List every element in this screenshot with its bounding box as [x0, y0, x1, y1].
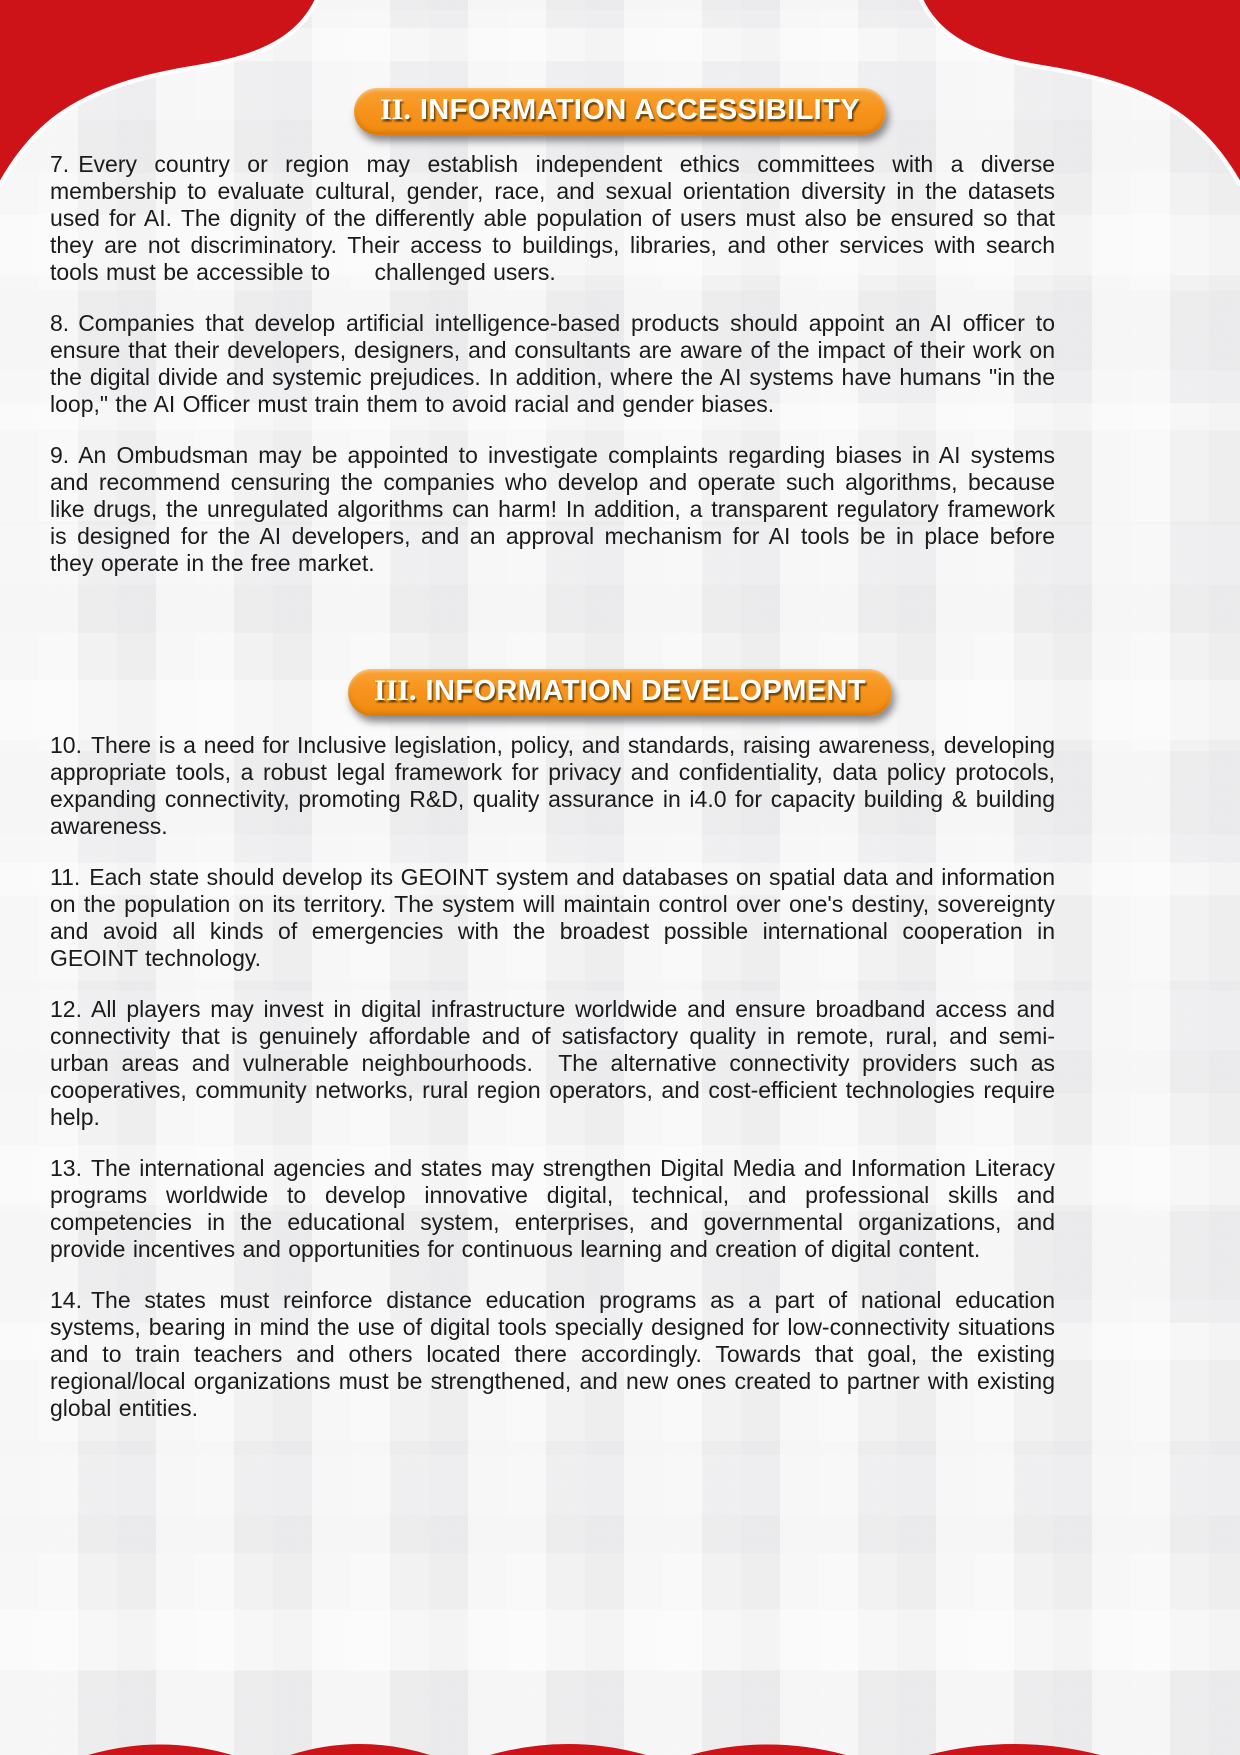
red-bottom-scallop-decoration: [0, 1741, 1240, 1755]
paragraph-number: 13.: [50, 1155, 82, 1181]
paragraph-number: 12.: [50, 996, 82, 1022]
section-heading-numeral: III.: [374, 674, 417, 707]
paragraph-text: An Ombudsman may be appointed to investigate complaints regarding biases in AI systems and recommend censuring the companies who develop and operate such algorithms, because like drugs, the unregulated algorithms can harm! In addition, a transparent regulatory framework is designed for the AI developers, and an approval mechanism for AI tools be in place before they operate in the free market.: [50, 442, 1055, 576]
paragraph-text: Each state should develop its GEOINT system and databases on spatial data and information on the population on its territory. The system will maintain control over one's destiny, sovereignty and avoid all kinds of emergencies with the broadest possible international cooperation in GEOINT technology.: [50, 864, 1055, 971]
paragraph-12: [50, 996, 1055, 1131]
paragraph-10: [50, 732, 1055, 840]
paragraph-9: [50, 442, 1055, 577]
section-heading-title: INFORMATION DEVELOPMENT: [425, 675, 866, 707]
red-corner-wave-left-decoration: [0, 0, 332, 186]
paragraph-text: There is a need for Inclusive legislation, policy, and standards, raising awareness, developing appropriate tools, a robust legal framework for privacy and confidentiality, data policy protocols, expanding connectivity, promoting R&D, quality assurance in i4.0 for capacity building & building awareness.: [50, 732, 1055, 839]
paragraph-number: 9.: [50, 442, 70, 468]
paragraph-text: Companies that develop artificial intelligence-based products should appoint an AI officer to ensure that their developers, designers, and consultants are aware of the impact of their work on the digital divide and systemic prejudices. In addition, where the AI systems have humans "in the loop," the AI Officer must train them to avoid racial and gender biases.: [50, 310, 1055, 417]
paragraph-number: 11.: [50, 864, 81, 890]
paragraph-11: [50, 864, 1055, 972]
section-heading-row-development: [0, 669, 1240, 716]
paragraph-8: [50, 310, 1055, 418]
paragraph-text: All players may invest in digital infrastructure worldwide and ensure broadband access and connectivity that is genuinely affordable and of satisfactory quality in remote, rural, and semi-urban areas and vulnerable neighbourhoods. The alternative connectivity providers such as cooperatives, community networks, rural region operators, and cost-efficient technologies require help.: [50, 996, 1055, 1130]
paragraph-number: 10.: [50, 732, 82, 758]
paragraph-13: [50, 1155, 1055, 1263]
section-heading-numeral: II.: [379, 93, 411, 126]
paragraph-14: [50, 1287, 1055, 1422]
section-heading-pill-development: [348, 669, 892, 716]
section-heading-title: INFORMATION ACCESSIBILITY: [419, 94, 861, 126]
paragraph-text: The states must reinforce distance education programs as a part of national education systems, bearing in mind the use of digital tools specially designed for low-connectivity situations and to train teachers and others located there accordingly. Towards that goal, the existing regional/local organizations must be strengthened, and new ones created to partner with existing global entities.: [50, 1287, 1055, 1421]
section-heading-pill-accessibility: [354, 88, 886, 135]
paragraph-number: 14.: [50, 1287, 82, 1313]
paragraph-number: 8.: [50, 310, 70, 336]
paragraph-text: Every country or region may establish independent ethics committees with a diverse membership to evaluate cultural, gender, race, and sexual orientation diversity in the datasets used for AI. The dignity of the differently able population of users must also be ensured so that they are not discriminatory. Their access to buildings, libraries, and other services with search tools must be accessible to challenged users.: [50, 151, 1055, 285]
section-body-accessibility: [50, 151, 1055, 577]
paragraph-number: 7.: [50, 151, 70, 177]
section-body-development: [50, 732, 1055, 1422]
red-corner-wave-right-decoration: [896, 0, 1240, 186]
paragraph-text: The international agencies and states may strengthen Digital Media and Information Literacy programs worldwide to develop innovative digital, technical, and professional skills and competencies in the educational system, enterprises, and governmental organizations, and provide incentives and opportunities for continuous learning and creation of digital content.: [50, 1155, 1055, 1262]
